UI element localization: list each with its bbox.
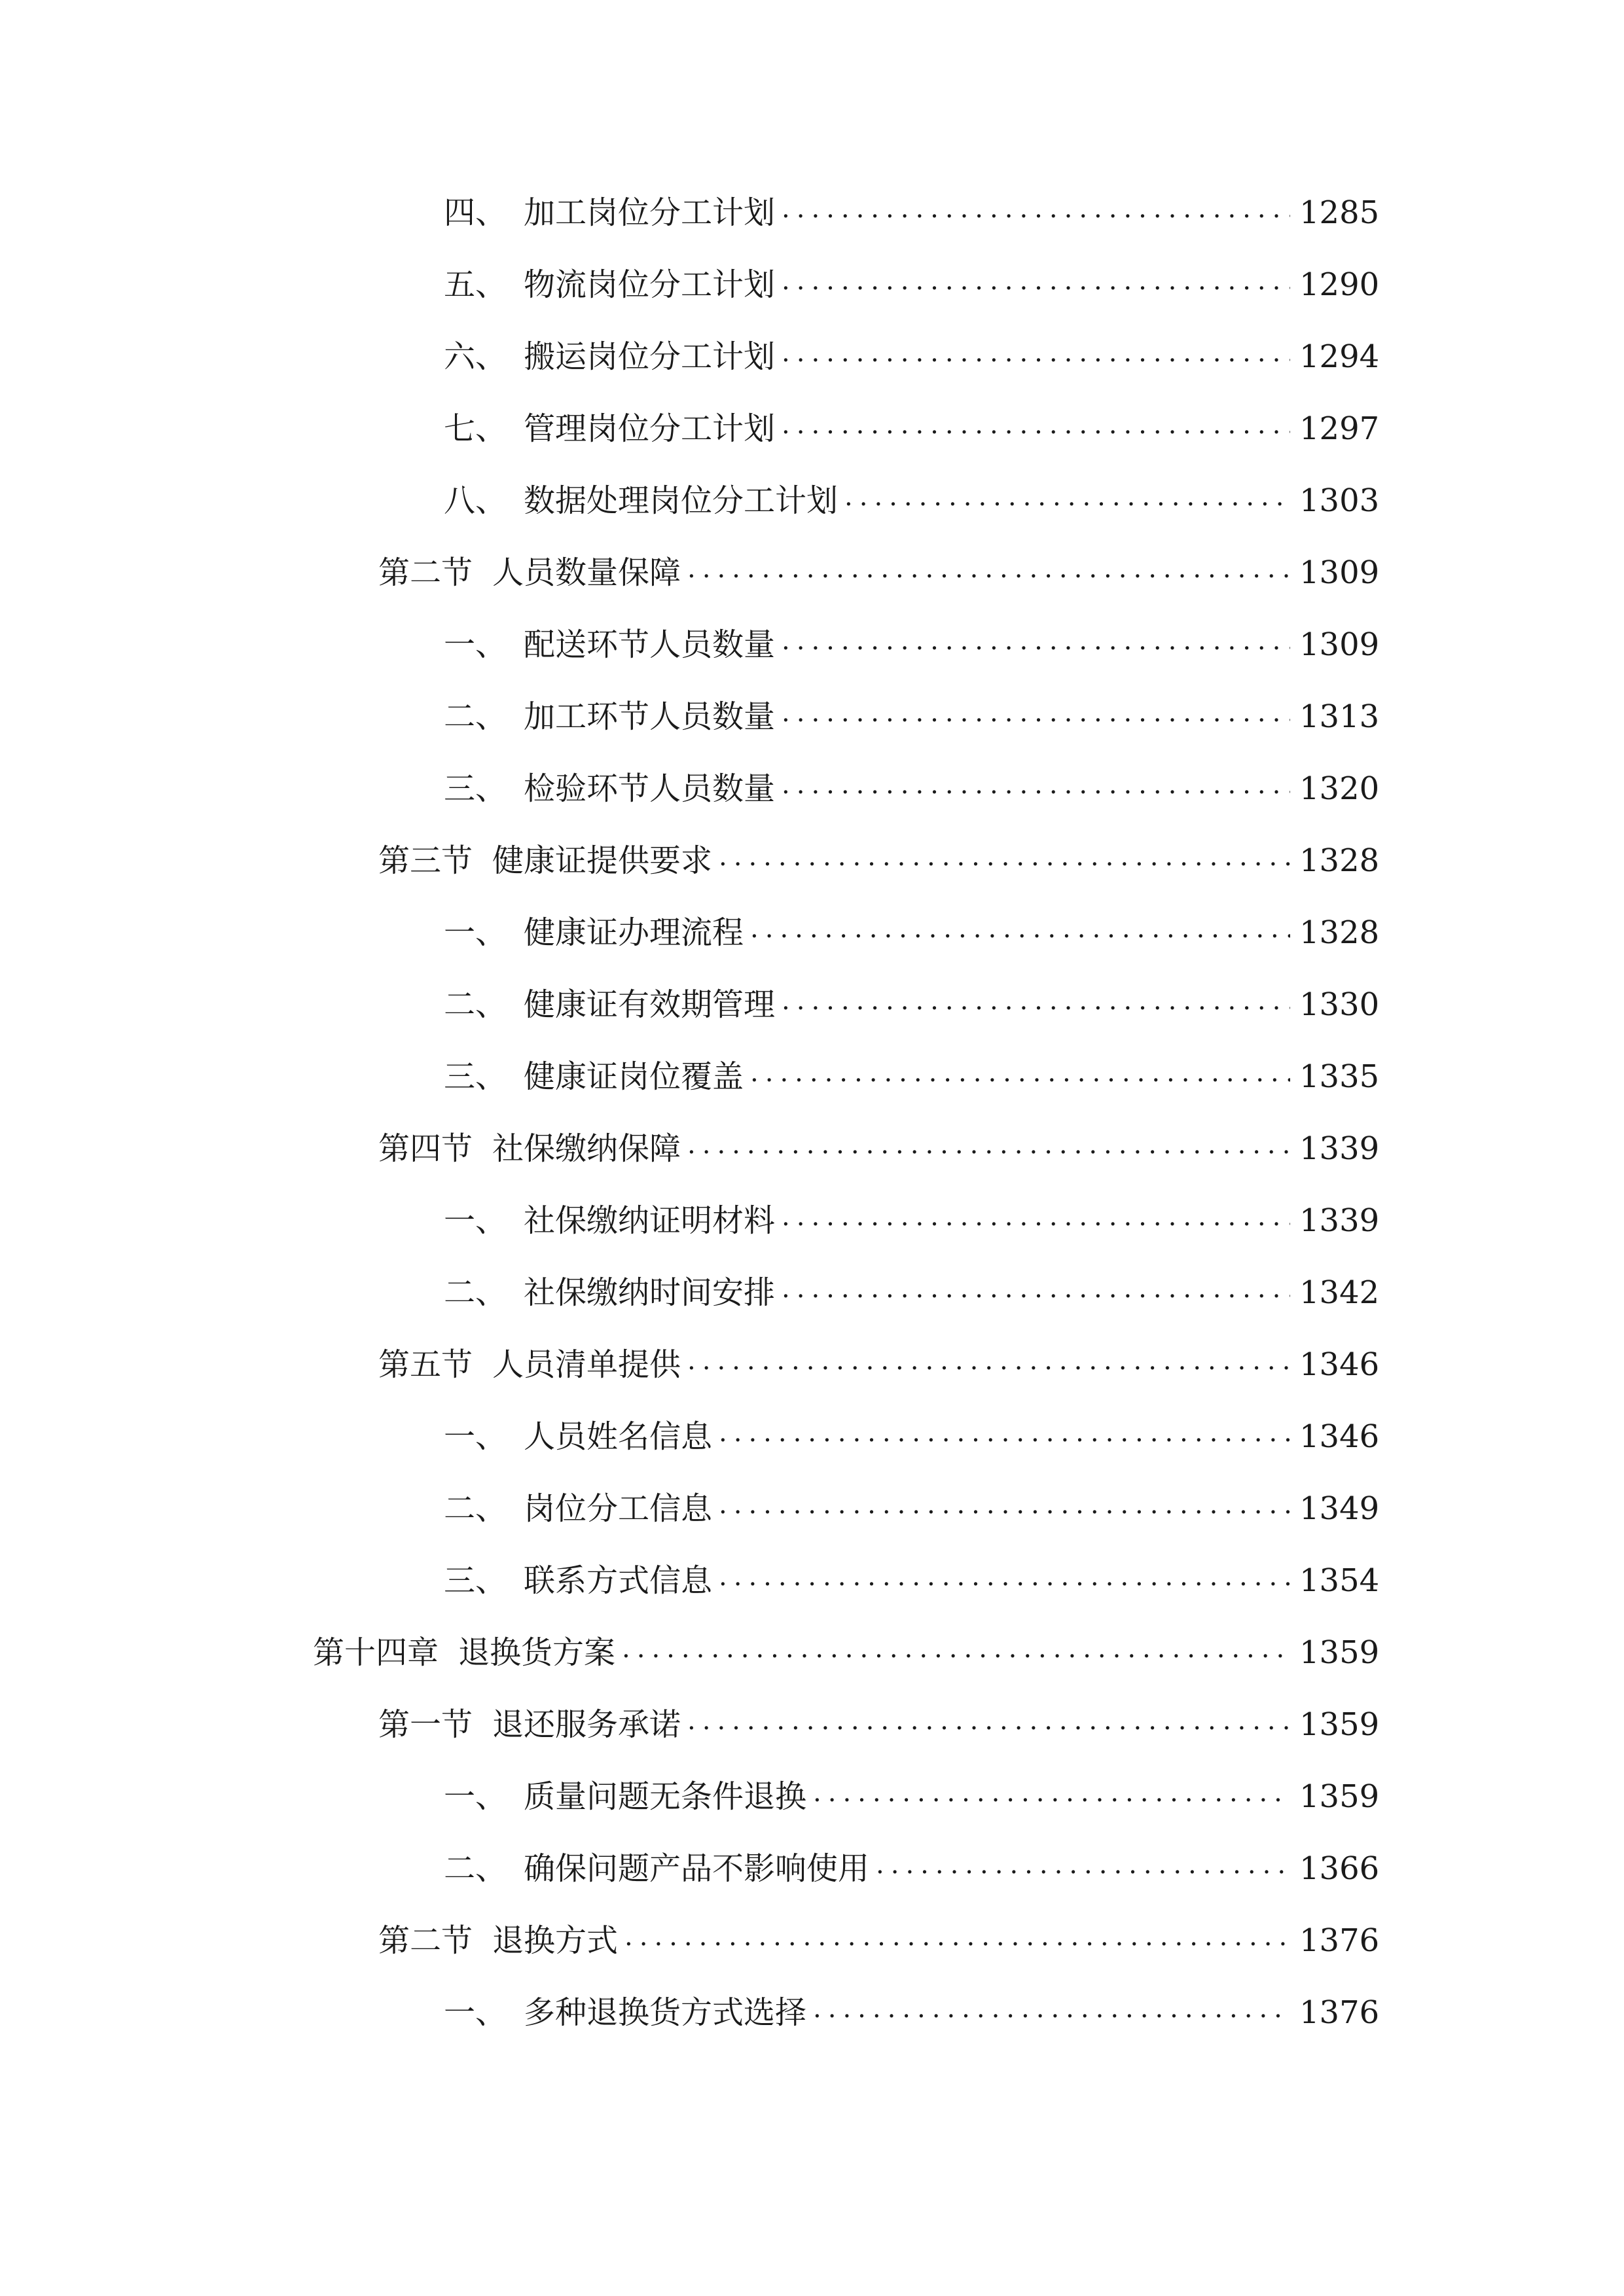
toc-entry-title: 多种退换货方式选择 [524, 1994, 807, 2031]
toc-entry-page-number: 1346 [1299, 1418, 1380, 1455]
toc-entry-title: 退还服务承诺 [492, 1706, 681, 1743]
toc-entry-number: 一、 [444, 1202, 507, 1239]
toc-entry-number: 二、 [444, 1850, 507, 1887]
toc-dot-leader [782, 330, 1290, 376]
toc-entry-number: 六、 [444, 338, 507, 375]
toc-entry[interactable] [444, 1990, 1380, 2036]
toc-entry-page-number: 1376 [1299, 1994, 1380, 2031]
toc-entry-title: 社保缴纳证明材料 [524, 1202, 776, 1239]
toc-entry-title: 社保缴纳时间安排 [524, 1274, 776, 1311]
toc-dot-leader [624, 1914, 1290, 1960]
toc-dot-leader [813, 1770, 1290, 1816]
toc-entry[interactable] [444, 1558, 1380, 1604]
toc-entry-number: 三、 [444, 1562, 507, 1599]
toc-dot-leader [750, 1050, 1290, 1096]
toc-entry-title: 管理岗位分工计划 [524, 410, 776, 447]
toc-entry-number: 一、 [444, 914, 507, 951]
toc-dot-leader [782, 402, 1290, 448]
toc-entry[interactable] [444, 1774, 1380, 1820]
toc-entry-number: 一、 [444, 626, 507, 663]
toc-entry[interactable] [378, 1126, 1380, 1172]
toc-entry[interactable] [378, 838, 1380, 884]
toc-entry-title: 加工环节人员数量 [524, 698, 776, 735]
toc-entry[interactable] [444, 406, 1380, 452]
toc-entry-title: 数据处理岗位分工计划 [524, 482, 839, 519]
toc-dot-leader [719, 834, 1290, 880]
toc-entry-title: 退换货方案 [458, 1634, 616, 1671]
toc-dot-leader [750, 906, 1290, 952]
toc-entry-number: 一、 [444, 1418, 507, 1455]
toc-entry-page-number: 1328 [1299, 914, 1380, 951]
toc-entry-number: 第四节 [378, 1130, 473, 1167]
toc-entry-number: 第一节 [378, 1706, 473, 1743]
toc-entry-number: 二、 [444, 698, 507, 735]
toc-dot-leader [782, 690, 1290, 736]
toc-entry-number: 二、 [444, 1274, 507, 1311]
toc-dot-leader [782, 762, 1290, 808]
toc-entry-page-number: 1313 [1299, 698, 1380, 735]
toc-entry-page-number: 1359 [1299, 1706, 1380, 1743]
toc-entry-page-number: 1335 [1299, 1058, 1380, 1095]
toc-entry[interactable] [378, 1918, 1380, 1964]
toc-entry[interactable] [378, 550, 1380, 596]
toc-entry[interactable] [444, 766, 1380, 812]
toc-entry-page-number: 1339 [1299, 1130, 1380, 1167]
toc-dot-leader [719, 1554, 1290, 1600]
toc-entry-title: 质量问题无条件退换 [524, 1778, 807, 1815]
toc-entry-page-number: 1309 [1299, 554, 1380, 591]
toc-entry[interactable] [444, 1270, 1380, 1316]
toc-entry-page-number: 1349 [1299, 1490, 1380, 1527]
toc-entry-title: 健康证有效期管理 [524, 986, 776, 1023]
toc-entry-number: 第二节 [378, 554, 473, 591]
toc-entry-title: 检验环节人员数量 [524, 770, 776, 807]
toc-entry-page-number: 1294 [1299, 338, 1380, 375]
toc-entry-number: 八、 [444, 482, 507, 519]
toc-dot-leader [687, 1122, 1290, 1168]
toc-entry-number: 三、 [444, 770, 507, 807]
toc-dot-leader [622, 1626, 1290, 1672]
toc-entry[interactable] [444, 1198, 1380, 1244]
toc-entry-page-number: 1320 [1299, 770, 1380, 807]
toc-entry-number: 五、 [444, 266, 507, 303]
toc-entry-number: 第三节 [378, 842, 473, 879]
toc-entry-page-number: 1339 [1299, 1202, 1380, 1239]
toc-dot-leader [782, 186, 1290, 232]
toc-entry-number: 一、 [444, 1778, 507, 1815]
toc-dot-leader [876, 1842, 1290, 1888]
toc-entry[interactable] [444, 1054, 1380, 1100]
toc-entry-number: 三、 [444, 1058, 507, 1095]
toc-entry[interactable] [444, 1414, 1380, 1460]
toc-dot-leader [782, 978, 1290, 1024]
toc-dot-leader [782, 1266, 1290, 1312]
toc-entry[interactable] [444, 262, 1380, 308]
toc-entry-title: 人员数量保障 [492, 554, 681, 591]
toc-entry-number: 第十四章 [313, 1634, 439, 1671]
toc-entry[interactable] [378, 1702, 1380, 1748]
toc-entry[interactable] [378, 1342, 1380, 1388]
toc-dot-leader [844, 474, 1290, 520]
toc-entry-number: 七、 [444, 410, 507, 447]
toc-entry-page-number: 1342 [1299, 1274, 1380, 1311]
toc-entry-page-number: 1359 [1299, 1778, 1380, 1815]
toc-dot-leader [687, 546, 1290, 592]
toc-entry-page-number: 1346 [1299, 1346, 1380, 1383]
toc-dot-leader [782, 1194, 1290, 1240]
toc-dot-leader [782, 618, 1290, 664]
toc-entry[interactable] [444, 334, 1380, 380]
toc-entry-title: 物流岗位分工计划 [524, 266, 776, 303]
toc-entry[interactable] [444, 910, 1380, 956]
toc-entry[interactable] [444, 478, 1380, 524]
toc-entry-number: 二、 [444, 986, 507, 1023]
toc-entry-page-number: 1285 [1299, 194, 1380, 231]
toc-entry[interactable] [444, 1846, 1380, 1892]
toc-entry-number: 二、 [444, 1490, 507, 1527]
toc-dot-leader [687, 1698, 1290, 1744]
toc-entry-title: 人员清单提供 [492, 1346, 681, 1383]
toc-entry-title: 社保缴纳保障 [492, 1130, 681, 1167]
toc-entry-number: 第二节 [378, 1922, 473, 1959]
toc-entry[interactable] [444, 694, 1380, 740]
toc-entry-page-number: 1297 [1299, 410, 1380, 447]
toc-entry-title: 健康证办理流程 [524, 914, 744, 951]
toc-entry-title: 健康证岗位覆盖 [524, 1058, 744, 1095]
toc-entry-title: 健康证提供要求 [492, 842, 713, 879]
toc-entry-number: 一、 [444, 1994, 507, 2031]
toc-entry-title: 岗位分工信息 [524, 1490, 713, 1527]
toc-entry-title: 搬运岗位分工计划 [524, 338, 776, 375]
toc-entry-page-number: 1366 [1299, 1850, 1380, 1887]
toc-entry-title: 联系方式信息 [524, 1562, 713, 1599]
toc-entry-title: 退换方式 [492, 1922, 619, 1959]
toc-entry-title: 加工岗位分工计划 [524, 194, 776, 231]
toc-entry[interactable] [444, 190, 1380, 236]
toc-entry-title: 配送环节人员数量 [524, 626, 776, 663]
toc-entry-number: 第五节 [378, 1346, 473, 1383]
toc-entry-title: 确保问题产品不影响使用 [524, 1850, 870, 1887]
toc-entry-page-number: 1309 [1299, 626, 1380, 663]
toc-entry-page-number: 1328 [1299, 842, 1380, 879]
toc-entry-page-number: 1359 [1299, 1634, 1380, 1671]
toc-entry-page-number: 1330 [1299, 986, 1380, 1023]
toc-dot-leader [813, 1986, 1290, 2032]
toc-dot-leader [782, 258, 1290, 304]
toc-entry-page-number: 1354 [1299, 1562, 1380, 1599]
toc-dot-leader [719, 1482, 1290, 1528]
toc-entry-page-number: 1303 [1299, 482, 1380, 519]
toc-dot-leader [719, 1410, 1290, 1456]
toc-entry[interactable] [444, 1486, 1380, 1532]
toc-entry[interactable] [444, 982, 1380, 1028]
toc-entry-number: 四、 [444, 194, 507, 231]
toc-entry-page-number: 1376 [1299, 1922, 1380, 1959]
toc-dot-leader [687, 1338, 1290, 1384]
toc-entry[interactable] [444, 622, 1380, 668]
toc-entry[interactable] [313, 1630, 1380, 1676]
toc-entry-page-number: 1290 [1299, 266, 1380, 303]
toc-entry-title: 人员姓名信息 [524, 1418, 713, 1455]
